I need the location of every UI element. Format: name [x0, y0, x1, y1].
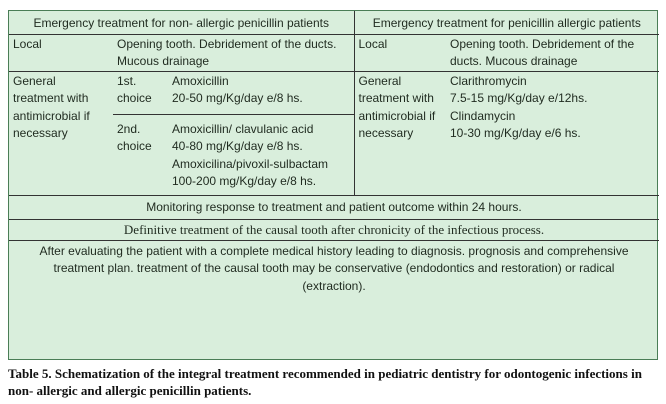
allergic-dose-2: 10-30 mg/Kg/day e/6 hs. — [450, 126, 581, 140]
second-choice-drug-2: Amoxicilina/pivoxil-sulbactam — [172, 156, 329, 171]
first-choice-label: 1st. choice — [113, 71, 168, 114]
table-caption: Table 5. Schematization of the integral treatment recommended in pediatric dentistry for odontogenic infections in non- allergic and allergic penicillin patients. — [8, 366, 642, 398]
first-choice-cell — [168, 71, 354, 114]
general-label-right: General treatment with antimicrobial if necessary — [354, 71, 446, 195]
allergic-drugs-cell — [446, 71, 659, 195]
local-text-right: Opening tooth. Debridement of the ducts. Mucous drainage — [446, 34, 659, 71]
second-choice-drug-1: Amoxicillin/ clavulanic acid — [172, 121, 314, 136]
local-label-right: Local — [354, 34, 446, 71]
monitoring-row — [9, 195, 659, 220]
header-right: Emergency treatment for penicillin allergic patients — [354, 11, 659, 34]
second-choice-dose-2: 100-200 mg/Kg/day e/8 hs. — [172, 174, 317, 188]
treatment-table-box — [8, 10, 658, 360]
allergic-drug-2: Clindamycin — [450, 108, 516, 123]
monitoring-text: Monitoring response to treatment and patient outcome within 24 hours. — [9, 195, 659, 220]
allergic-dose-1: 7.5-15 mg/Kg/day e/12hs. — [450, 91, 588, 105]
treatment-table — [9, 11, 659, 295]
second-choice-label: 2nd. choice — [117, 121, 152, 153]
header-row — [9, 11, 659, 34]
second-choice-dose-1: 40-80 mg/Kg/day e/8 hs. — [172, 139, 303, 153]
first-choice-dose: 20-50 mg/Kg/day e/8 hs. — [172, 91, 303, 105]
local-row — [9, 34, 659, 71]
after-eval-text: After evaluating the patient with a complete medical history leading to diagnosis. prognosis and comprehensive treatment plan. treatment of the causal tooth may be conservative (endodontics and restoration) or radical (extraction). — [9, 240, 659, 295]
first-choice-row — [9, 71, 659, 114]
allergic-drug-1: Clarithromycin — [450, 73, 527, 88]
after-eval-row — [9, 240, 659, 295]
local-label-left: Local — [9, 34, 113, 71]
definitive-text: Definitive treatment of the causal tooth after chronicity of the infectious process. — [9, 220, 659, 241]
first-choice-drug: Amoxicillin — [172, 73, 229, 88]
definitive-row — [9, 220, 659, 241]
header-left: Emergency treatment for non- allergic penicillin patients — [9, 11, 354, 34]
local-text-left: Opening tooth. Debridement of the ducts. Mucous drainage — [113, 34, 354, 71]
general-label-left: General treatment with antimicrobial if necessary — [13, 73, 90, 140]
second-choice-cell — [168, 114, 354, 195]
